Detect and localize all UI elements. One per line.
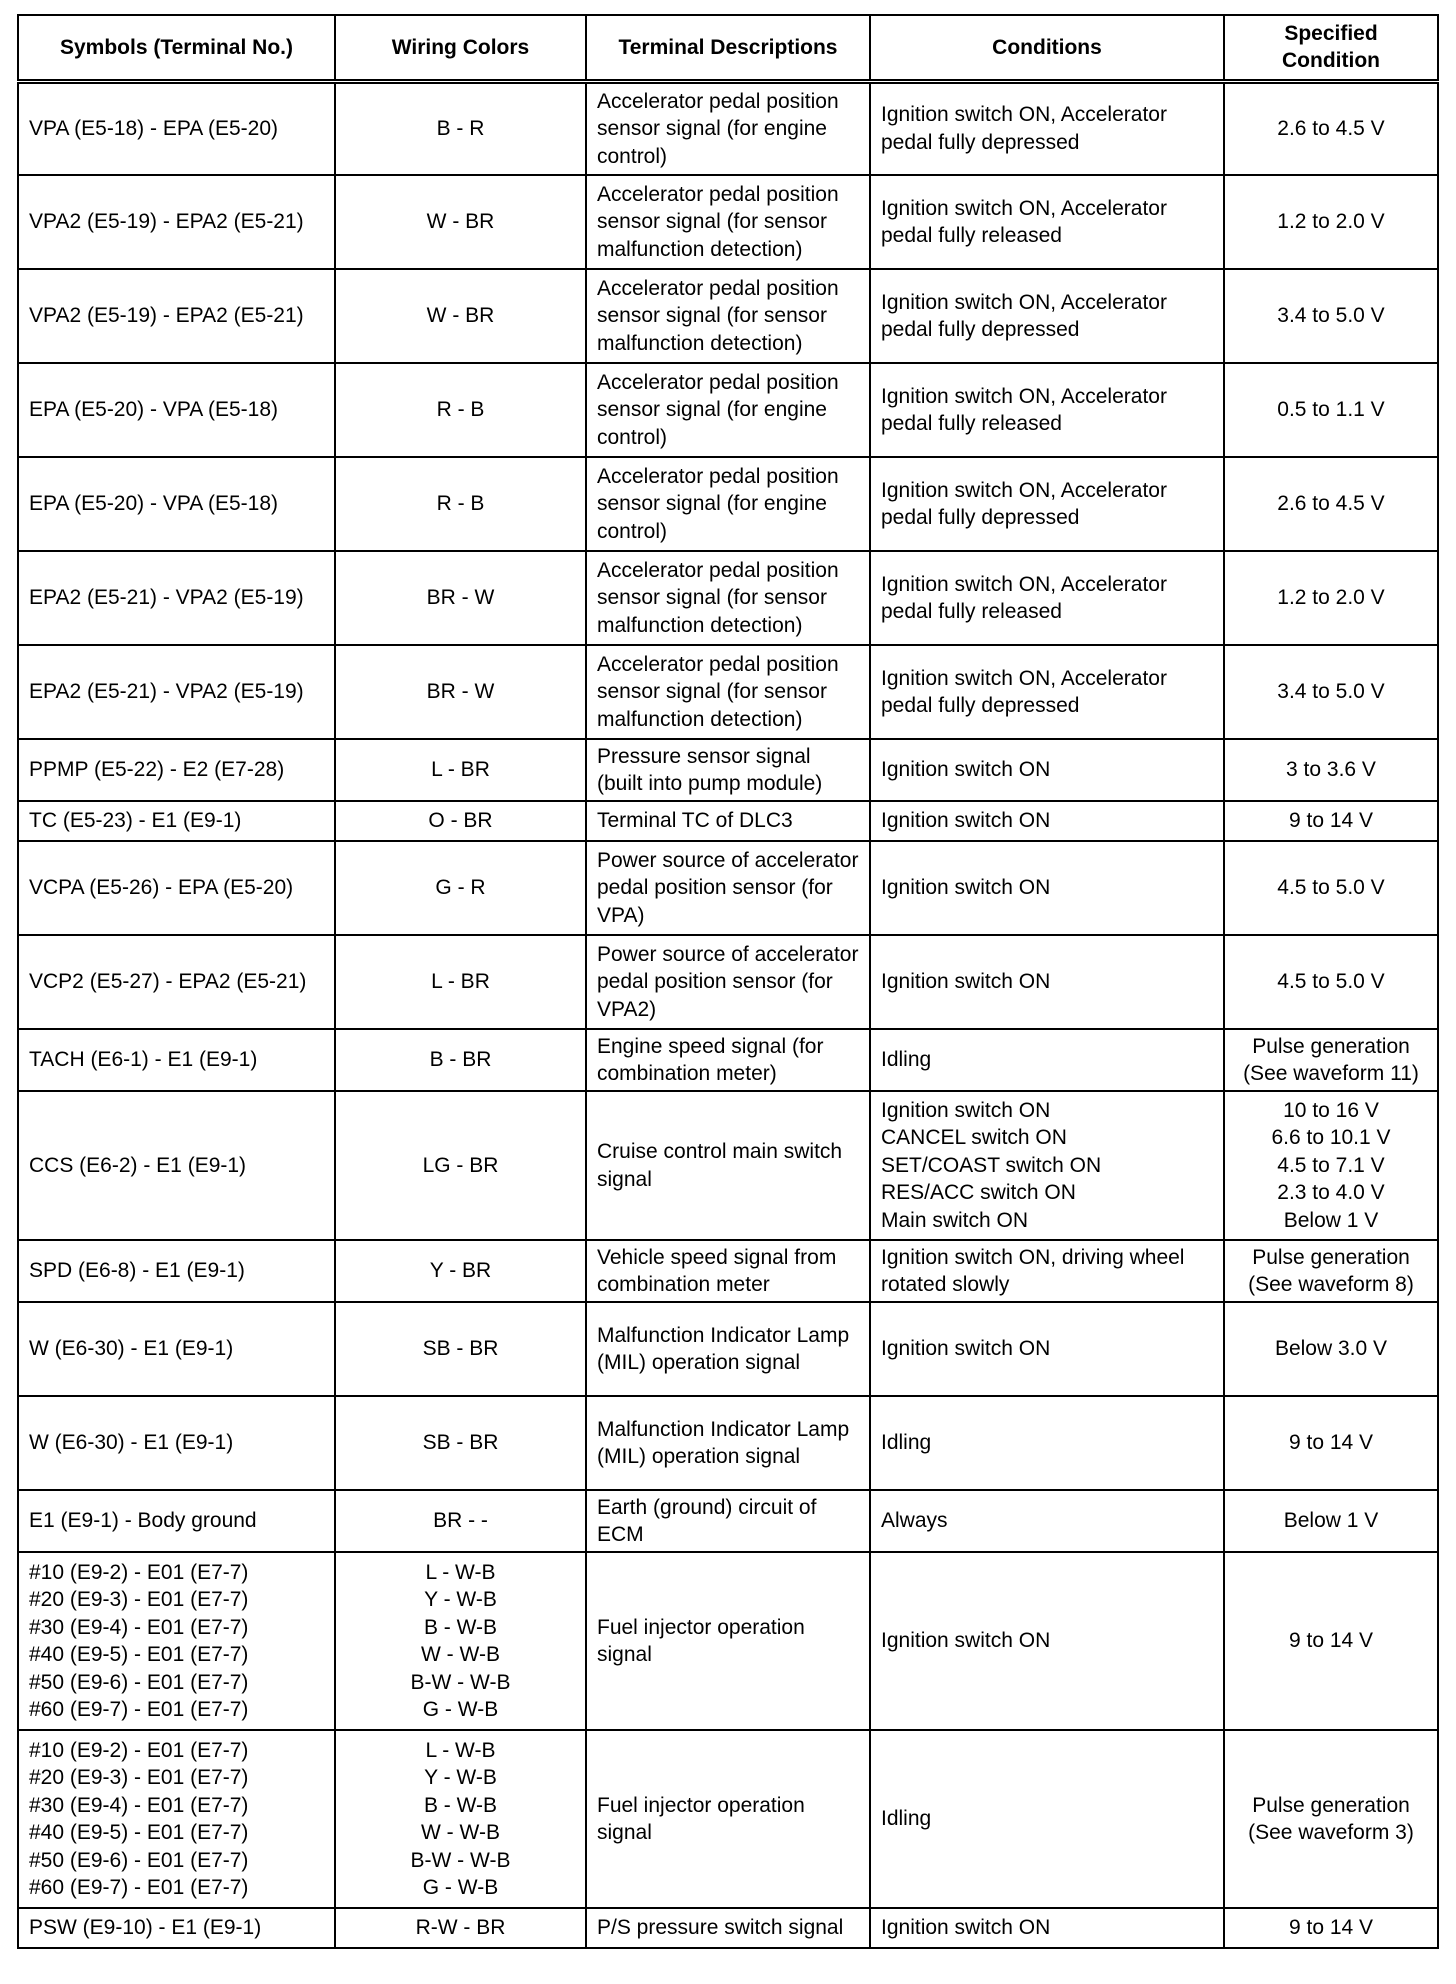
cell-specified-condition: 2.6 to 4.5 V [1224,81,1438,175]
cell-symbols: VCPA (E5-26) - EPA (E5-20) [18,841,335,935]
table-row [18,457,1438,551]
table-row [18,1029,1438,1091]
cell-wiring-colors: R - B [335,363,586,457]
table-row [18,81,1438,175]
cell-symbols: PSW (E9-10) - E1 (E9-1) [18,1908,335,1948]
cell-conditions: Ignition switch ON, Accelerator pedal fully depressed [870,457,1224,551]
table-row [18,363,1438,457]
table-row [18,841,1438,935]
cell-symbols: #10 (E9-2) - E01 (E7-7) #20 (E9-3) - E01 (E7-7) #30 (E9-4) - E01 (E7-7) #40 (E9-5) - E01 (E7-7) #50 (E9-6) - E01 (E7-7) #60 (E9-7) - E01 (E7-7) [18,1552,335,1730]
cell-specified-condition: 3 to 3.6 V [1224,739,1438,801]
cell-symbols: EPA (E5-20) - VPA (E5-18) [18,457,335,551]
table-row [18,1302,1438,1396]
cell-specified-condition: 10 to 16 V 6.6 to 10.1 V 4.5 to 7.1 V 2.3 to 4.0 V Below 1 V [1224,1091,1438,1240]
cell-terminal-description: Accelerator pedal position sensor signal (for sensor malfunction detection) [586,551,870,645]
cell-symbols: EPA (E5-20) - VPA (E5-18) [18,363,335,457]
cell-conditions: Ignition switch ON [870,801,1224,841]
header-wiring-colors: Wiring Colors [335,15,586,81]
cell-specified-condition: 4.5 to 5.0 V [1224,935,1438,1029]
cell-wiring-colors: BR - W [335,551,586,645]
cell-symbols: VPA2 (E5-19) - EPA2 (E5-21) [18,269,335,363]
header-conditions: Conditions [870,15,1224,81]
table-header-row [18,15,1438,81]
cell-symbols: EPA2 (E5-21) - VPA2 (E5-19) [18,645,335,739]
cell-conditions: Ignition switch ON [870,1302,1224,1396]
cell-specified-condition: Pulse generation (See waveform 11) [1224,1029,1438,1091]
table-row [18,269,1438,363]
cell-terminal-description: Accelerator pedal position sensor signal (for engine control) [586,457,870,551]
cell-wiring-colors: BR - - [335,1490,586,1552]
cell-conditions: Ignition switch ON [870,1908,1224,1948]
cell-specified-condition: Below 3.0 V [1224,1302,1438,1396]
cell-terminal-description: Accelerator pedal position sensor signal (for engine control) [586,363,870,457]
cell-conditions: Ignition switch ON, Accelerator pedal fully released [870,175,1224,269]
cell-conditions: Ignition switch ON, Accelerator pedal fully released [870,363,1224,457]
cell-specified-condition: Pulse generation (See waveform 8) [1224,1240,1438,1302]
cell-wiring-colors: R-W - BR [335,1908,586,1948]
header-symbols: Symbols (Terminal No.) [18,15,335,81]
cell-conditions: Ignition switch ON [870,739,1224,801]
cell-conditions: Ignition switch ON [870,841,1224,935]
cell-specified-condition: 9 to 14 V [1224,1908,1438,1948]
table-row [18,1091,1438,1240]
cell-specified-condition: 9 to 14 V [1224,801,1438,841]
cell-conditions: Always [870,1490,1224,1552]
cell-wiring-colors: O - BR [335,801,586,841]
cell-symbols: VCP2 (E5-27) - EPA2 (E5-21) [18,935,335,1029]
table-row [18,801,1438,841]
cell-wiring-colors: L - W-B Y - W-B B - W-B W - W-B B-W - W-B G - W-B [335,1552,586,1730]
cell-wiring-colors: L - BR [335,739,586,801]
cell-wiring-colors: W - BR [335,175,586,269]
table-row [18,1240,1438,1302]
table-row [18,645,1438,739]
cell-symbols: SPD (E6-8) - E1 (E9-1) [18,1240,335,1302]
cell-terminal-description: Fuel injector operation signal [586,1552,870,1730]
cell-specified-condition: 2.6 to 4.5 V [1224,457,1438,551]
cell-wiring-colors: B - BR [335,1029,586,1091]
cell-conditions: Ignition switch ON, Accelerator pedal fully depressed [870,269,1224,363]
cell-terminal-description: Accelerator pedal position sensor signal (for sensor malfunction detection) [586,269,870,363]
table-row [18,739,1438,801]
cell-specified-condition: Below 1 V [1224,1490,1438,1552]
cell-specified-condition: 9 to 14 V [1224,1396,1438,1490]
cell-symbols: CCS (E6-2) - E1 (E9-1) [18,1091,335,1240]
cell-specified-condition: 1.2 to 2.0 V [1224,175,1438,269]
header-terminal-descriptions: Terminal Descriptions [586,15,870,81]
cell-terminal-description: Malfunction Indicator Lamp (MIL) operation signal [586,1302,870,1396]
cell-conditions: Ignition switch ON, driving wheel rotated slowly [870,1240,1224,1302]
cell-terminal-description: Earth (ground) circuit of ECM [586,1490,870,1552]
cell-conditions: Idling [870,1029,1224,1091]
cell-wiring-colors: LG - BR [335,1091,586,1240]
cell-conditions: Idling [870,1730,1224,1908]
cell-specified-condition: Pulse generation (See waveform 3) [1224,1730,1438,1908]
table-row [18,1552,1438,1730]
table-row [18,175,1438,269]
cell-terminal-description: Pressure sensor signal (built into pump module) [586,739,870,801]
cell-wiring-colors: SB - BR [335,1302,586,1396]
cell-symbols: TACH (E6-1) - E1 (E9-1) [18,1029,335,1091]
cell-symbols: PPMP (E5-22) - E2 (E7-28) [18,739,335,801]
table-row [18,551,1438,645]
cell-terminal-description: Vehicle speed signal from combination meter [586,1240,870,1302]
cell-specified-condition: 3.4 to 5.0 V [1224,269,1438,363]
cell-specified-condition: 0.5 to 1.1 V [1224,363,1438,457]
cell-symbols: TC (E5-23) - E1 (E9-1) [18,801,335,841]
table-row [18,1730,1438,1908]
cell-wiring-colors: G - R [335,841,586,935]
cell-terminal-description: Accelerator pedal position sensor signal (for sensor malfunction detection) [586,645,870,739]
cell-terminal-description: Terminal TC of DLC3 [586,801,870,841]
cell-conditions: Ignition switch ON CANCEL switch ON SET/COAST switch ON RES/ACC switch ON Main switch ON [870,1091,1224,1240]
cell-symbols: #10 (E9-2) - E01 (E7-7) #20 (E9-3) - E01 (E7-7) #30 (E9-4) - E01 (E7-7) #40 (E9-5) - E01 (E7-7) #50 (E9-6) - E01 (E7-7) #60 (E9-7) - E01 (E7-7) [18,1730,335,1908]
table-row [18,1396,1438,1490]
cell-conditions: Ignition switch ON, Accelerator pedal fully released [870,551,1224,645]
table-row [18,935,1438,1029]
cell-wiring-colors: SB - BR [335,1396,586,1490]
cell-wiring-colors: L - W-B Y - W-B B - W-B W - W-B B-W - W-B G - W-B [335,1730,586,1908]
cell-symbols: E1 (E9-1) - Body ground [18,1490,335,1552]
cell-terminal-description: Malfunction Indicator Lamp (MIL) operation signal [586,1396,870,1490]
table-body [18,81,1438,1948]
table-row [18,1908,1438,1948]
cell-specified-condition: 1.2 to 2.0 V [1224,551,1438,645]
cell-terminal-description: P/S pressure switch signal [586,1908,870,1948]
cell-symbols: VPA2 (E5-19) - EPA2 (E5-21) [18,175,335,269]
cell-wiring-colors: B - R [335,81,586,175]
cell-terminal-description: Cruise control main switch signal [586,1091,870,1240]
cell-terminal-description: Accelerator pedal position sensor signal (for sensor malfunction detection) [586,175,870,269]
header-specified-condition: Specified Condition [1224,15,1438,81]
table-row [18,1490,1438,1552]
cell-terminal-description: Accelerator pedal position sensor signal (for engine control) [586,81,870,175]
cell-terminal-description: Fuel injector operation signal [586,1730,870,1908]
cell-symbols: EPA2 (E5-21) - VPA2 (E5-19) [18,551,335,645]
cell-specified-condition: 3.4 to 5.0 V [1224,645,1438,739]
cell-terminal-description: Power source of accelerator pedal position sensor (for VPA) [586,841,870,935]
cell-conditions: Ignition switch ON, Accelerator pedal fully depressed [870,81,1224,175]
cell-wiring-colors: L - BR [335,935,586,1029]
cell-wiring-colors: BR - W [335,645,586,739]
cell-terminal-description: Engine speed signal (for combination meter) [586,1029,870,1091]
cell-symbols: W (E6-30) - E1 (E9-1) [18,1302,335,1396]
ecm-terminal-table [17,14,1439,1949]
cell-specified-condition: 9 to 14 V [1224,1552,1438,1730]
cell-terminal-description: Power source of accelerator pedal position sensor (for VPA2) [586,935,870,1029]
cell-specified-condition: 4.5 to 5.0 V [1224,841,1438,935]
cell-wiring-colors: Y - BR [335,1240,586,1302]
cell-conditions: Idling [870,1396,1224,1490]
cell-conditions: Ignition switch ON [870,935,1224,1029]
cell-conditions: Ignition switch ON [870,1552,1224,1730]
cell-symbols: VPA (E5-18) - EPA (E5-20) [18,81,335,175]
cell-wiring-colors: R - B [335,457,586,551]
cell-wiring-colors: W - BR [335,269,586,363]
cell-symbols: W (E6-30) - E1 (E9-1) [18,1396,335,1490]
terminal-spec-sheet [17,14,1437,1949]
cell-conditions: Ignition switch ON, Accelerator pedal fully depressed [870,645,1224,739]
